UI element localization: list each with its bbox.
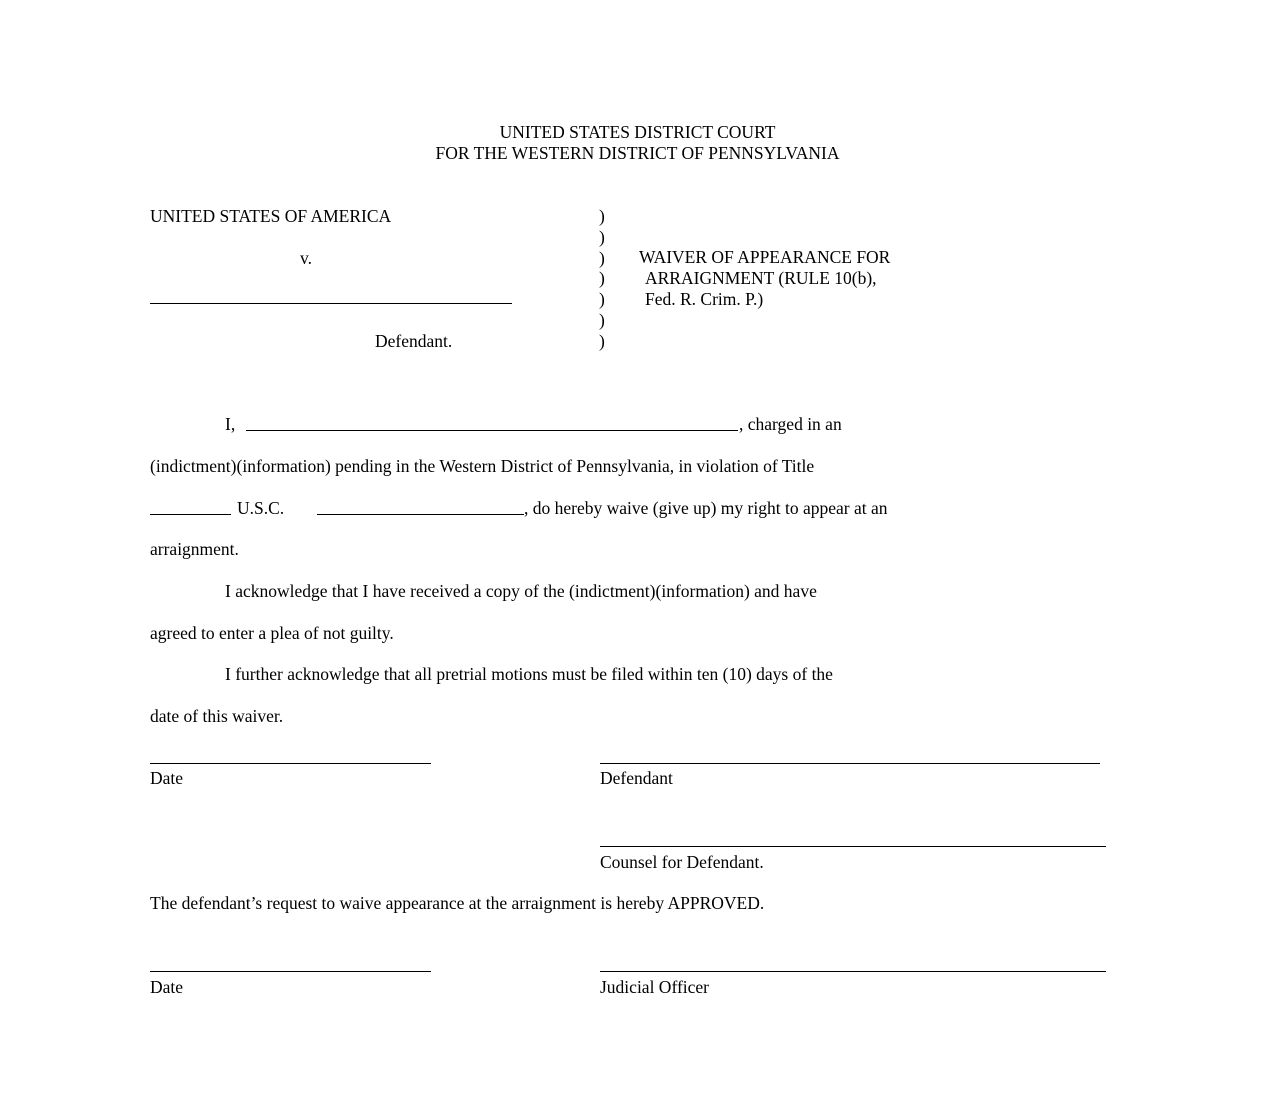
document-title-line2: ARRAIGNMENT (RULE 10(b), — [645, 268, 877, 288]
usc-label: U.S.C. — [237, 498, 285, 518]
counsel-signature-line[interactable] — [600, 846, 1106, 847]
section-blank-line[interactable] — [317, 514, 524, 515]
court-name: UNITED STATES DISTRICT COURT — [499, 122, 776, 142]
p1-line2: (indictment)(information) pending in the Western District of Pennsylvania, in violation of Title — [150, 456, 815, 476]
p1-line4: arraignment. — [150, 539, 239, 559]
defendant-caption-label: Defendant. — [375, 331, 453, 351]
judicial-officer-label: Judicial Officer — [600, 977, 710, 997]
plaintiff-name: UNITED STATES OF AMERICA — [150, 206, 392, 226]
caption-paren: ) — [599, 206, 605, 226]
p1-line3-end: , do hereby waive (give up) my right to appear at an — [524, 498, 888, 518]
p2-line2: agreed to enter a plea of not guilty. — [150, 623, 394, 643]
title-blank-line[interactable] — [150, 514, 231, 515]
versus-label: v. — [300, 248, 312, 268]
name-blank-line[interactable] — [246, 430, 738, 431]
document-title-line3: Fed. R. Crim. P.) — [645, 289, 764, 309]
judicial-officer-signature-line[interactable] — [600, 971, 1106, 972]
approval-date-line[interactable] — [150, 971, 431, 972]
date-label: Date — [150, 768, 184, 788]
court-district: FOR THE WESTERN DISTRICT OF PENNSYLVANIA — [435, 143, 840, 163]
p1-start: I, — [225, 414, 236, 434]
p3-line2: date of this waiver. — [150, 706, 284, 726]
caption-paren: ) — [599, 227, 605, 247]
caption-paren: ) — [599, 331, 605, 351]
defendant-name-line — [150, 303, 512, 304]
caption-paren: ) — [599, 310, 605, 330]
approval-text: The defendant’s request to waive appearance at the arraignment is hereby APPROVED. — [150, 893, 765, 913]
defendant-signature-line[interactable] — [600, 763, 1100, 764]
document-title-line1: WAIVER OF APPEARANCE FOR — [639, 247, 891, 267]
p1-end: , charged in an — [739, 414, 842, 434]
approval-date-label: Date — [150, 977, 184, 997]
p2-line1: I acknowledge that I have received a copy of the (indictment)(information) and have — [225, 581, 817, 601]
counsel-signature-label: Counsel for Defendant. — [600, 852, 764, 872]
caption-paren: ) — [599, 289, 605, 309]
caption-paren: ) — [599, 268, 605, 288]
caption-paren: ) — [599, 248, 605, 268]
defendant-signature-label: Defendant — [600, 768, 673, 788]
date-signature-line[interactable] — [150, 763, 431, 764]
p3-line1: I further acknowledge that all pretrial motions must be filed within ten (10) days of the — [225, 664, 833, 684]
